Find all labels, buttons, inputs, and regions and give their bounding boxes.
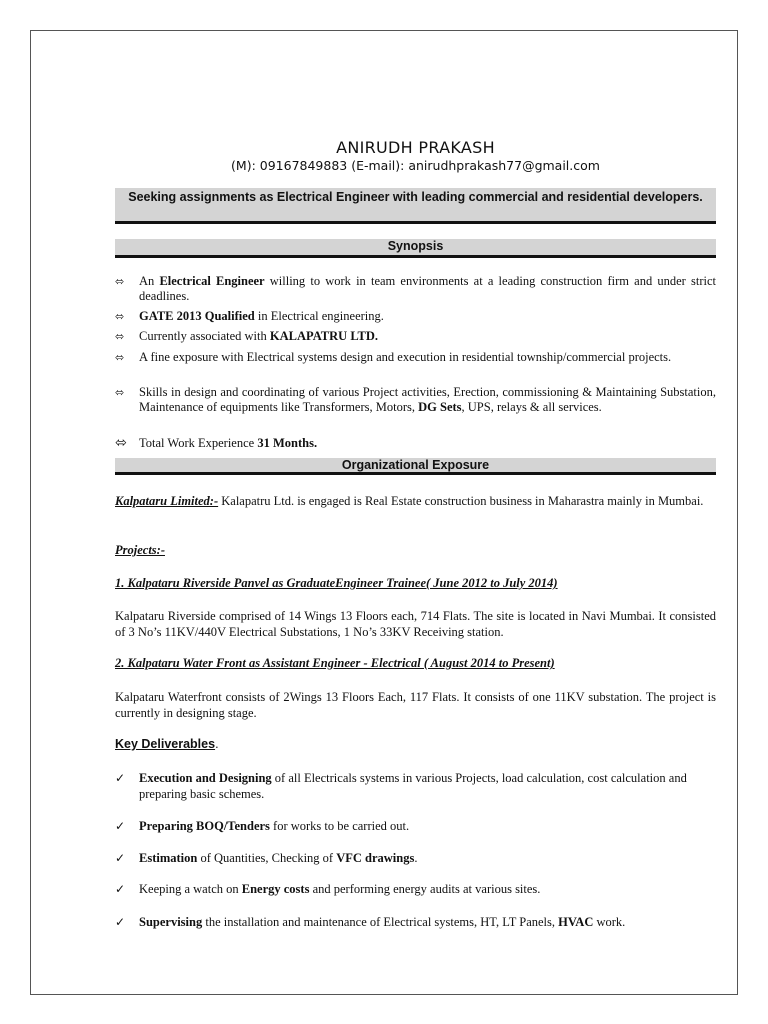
synopsis-item: ⬄ Skills in design and coordinating of various Project activities, Erection, commissioning & Maintaining Substation, Maintenance of equipments like Transformers, Motors, DG Sets, UPS, relays & all services. — [115, 385, 716, 414]
synopsis-item: ⬄ GATE 2013 Qualified in Electrical engineering. — [115, 309, 384, 323]
double-arrow-icon: ⬄ — [115, 435, 127, 451]
synopsis-item: ⬄ An Electrical Engineer willing to work in team environments at a leading construction firm and under strict deadlines. — [115, 274, 716, 303]
double-arrow-icon: ⬄ — [115, 351, 125, 364]
synopsis-item: ⬄ A fine exposure with Electrical systems design and execution in residential township/commercial projects. — [115, 350, 672, 364]
deliverable-item: ✓ Keeping a watch on Energy costs and performing energy audits at various sites. — [115, 882, 541, 896]
deliverable-item: ✓ Preparing BOQ/Tenders for works to be carried out. — [115, 819, 410, 833]
deliverable-item: ✓ Execution and Designing of all Electricals systems in various Projects, load calculation, cost calculation and preparing basic schemes. — [115, 771, 687, 801]
deliverable-item: ✓ Supervising the installation and maintenance of Electrical systems, HT, LT Panels, HVAC work. — [115, 915, 626, 929]
check-icon: ✓ — [115, 771, 126, 785]
key-deliverables-heading: Key Deliverables. — [115, 737, 219, 751]
check-icon: ✓ — [115, 819, 126, 833]
contact-line: (M): 09167849883 (E-mail): anirudhprakash77@gmail.com — [231, 158, 600, 173]
synopsis-item: ⬄ Total Work Experience 31 Months. — [115, 435, 318, 451]
project-2-description: Kalpataru Waterfront consists of 2Wings 13 Floors Each, 117 Flats. It consists of one 11KV substation. The project is currently in designing stage. — [115, 690, 716, 720]
project-1-heading: 1. Kalpataru Riverside Panvel as GraduateEngineer Trainee( June 2012 to July 2014) — [115, 576, 558, 590]
project-1-description: Kalpataru Riverside comprised of 14 Wings 13 Floors each, 714 Flats. The site is located in Navi Mumbai. It consisted of 3 No’s 11KV/440V Electrical Substations, 1 No’s 33KV Receiving station. — [115, 609, 716, 639]
projects-heading: Projects:- — [115, 543, 165, 557]
check-icon: ✓ — [115, 851, 126, 865]
double-arrow-icon: ⬄ — [115, 275, 125, 288]
check-icon: ✓ — [115, 882, 126, 896]
double-arrow-icon: ⬄ — [115, 310, 125, 323]
organizational-exposure-heading: Organizational Exposure — [115, 458, 716, 475]
check-icon: ✓ — [115, 915, 126, 929]
objective-banner: Seeking assignments as Electrical Engineer with leading commercial and residential developers. — [115, 188, 716, 224]
synopsis-item: ⬄ Currently associated with KALAPATRU LTD. — [115, 329, 378, 343]
synopsis-heading: Synopsis — [115, 239, 716, 258]
double-arrow-icon: ⬄ — [115, 330, 125, 343]
resume-page — [30, 30, 738, 995]
deliverable-item: ✓ Estimation of Quantities, Checking of VFC drawings. — [115, 851, 418, 865]
double-arrow-icon: ⬄ — [115, 386, 125, 399]
project-2-heading: 2. Kalpataru Water Front as Assistant Engineer - Electrical ( August 2014 to Present) — [115, 656, 555, 670]
company-summary: Kalpataru Limited:- Kalapatru Ltd. is engaged is Real Estate construction business in Maharastra mainly in Mumbai. — [115, 494, 704, 508]
candidate-name: ANIRUDH PRAKASH — [336, 138, 495, 157]
company-name: Kalpataru Limited:- — [115, 494, 219, 508]
